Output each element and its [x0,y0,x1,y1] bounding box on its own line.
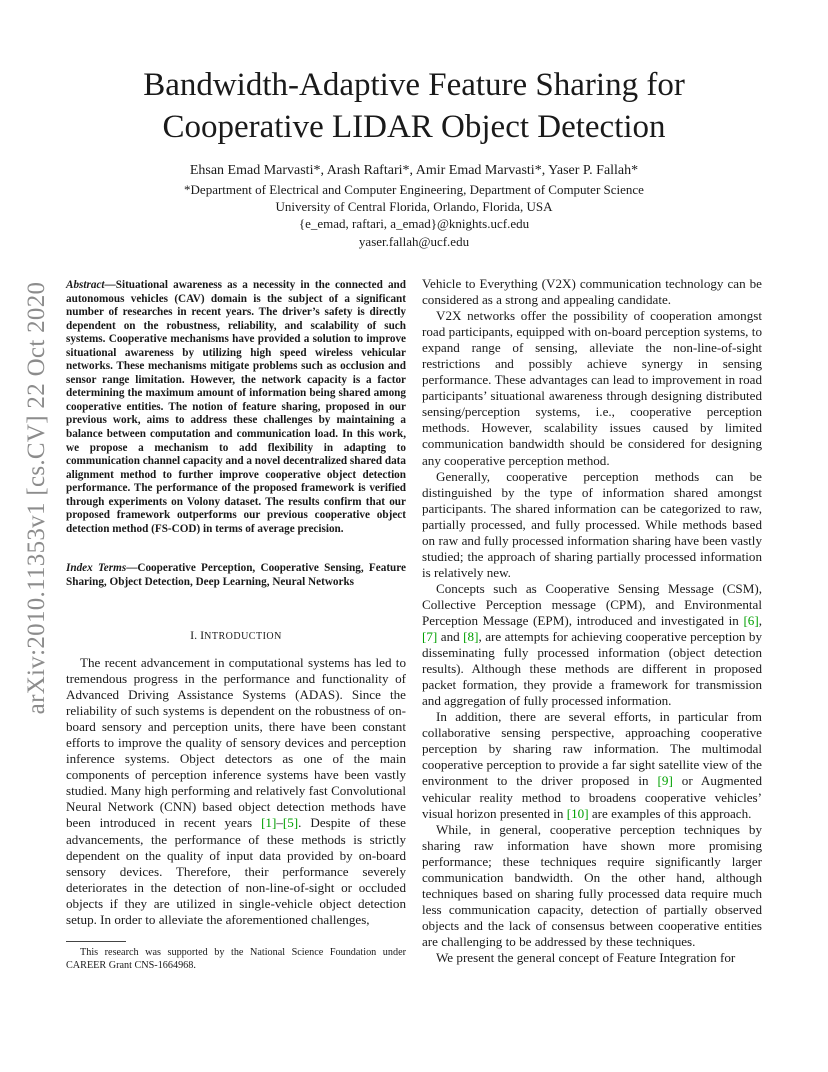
body-text: In addition, there are several efforts, in particular from collaborative sensing perspective, approaching cooperative perception by sharing raw information. The multimodal cooperative perception to provide a far sight satellite view of the environment to the driver proposed in [422,709,762,789]
email-line: {e_emad, raftari, a_emad}@knights.ucf.edu [298,216,530,232]
intro-paragraph [66,655,406,928]
citation-link[interactable]: [8] [463,629,479,645]
citation-link[interactable]: [7] [422,629,438,645]
body-text: and [437,629,464,645]
body-paragraph: Vehicle to Everything (V2X) communication technology can be considered as a strong and appealing candidate. [422,276,762,308]
arxiv-identifier: arXiv:2010.11353v1 [cs.CV] 22 Oct 2020 [23,281,50,715]
abstract-text: Situational awareness as a necessity in the connected and autonomous vehicles (CAV) domain is the subject of a significant number of researches in recent years. The driver’s safety is directly dependent on the robustness, reliability, and scalability of such systems. Cooperative mechanisms have provided a solution to improve situational awareness by utilizing high speed wireless vehicular networks. These mechanisms mitigate problems such as occlusion and sensor range limitation. However, the network capacity is a factor determining the maximum amount of information being shared among cooperative entities. The notion of feature sharing, proposed in our previous work, aims to address these challenges by maintaining a balance between computation and communication load. In this work, we propose a mechanism to add flexibility in adapting to communication channel capacity and a novel decentralized shared data alignment method to further improve cooperative object detection performance. The performance of the proposed framework is verified through experiments on Volony dataset. The results confirm that our proposed framework outperforms our previous cooperative object detection method (FS-COD) in terms of average precision. [66,279,406,535]
section-number: I. I [190,628,205,642]
abstract-dash: — [104,279,116,291]
index-terms-dash: — [126,562,138,574]
citation-link[interactable]: [6] [743,612,759,628]
body-paragraph [422,581,762,709]
abstract-label: Abstract [66,279,105,291]
citation-link[interactable]: [5] [282,815,299,831]
citation-range-dash: – [276,815,283,831]
body-text: Concepts such as Cooperative Sensing Message (CSM), Collective Perception message (CPM), and Environmental Perception Message (EPM), introduced and investigated in [422,580,762,628]
body-paragraph: We present the general concept of Feature Integration for [436,949,736,965]
introduction-body [66,655,406,928]
arxiv-sidebar [22,258,52,738]
index-terms [66,562,406,589]
intro-text-b: . Despite of these advancements, the performance of these methods is strictly dependent on the quality of input data provided by on-board sensory devices. Therefore, their performance severely deteriorates in the detection of non-line-of-sight or occluded objects if they are utilized in single-vehicle object detection setup. In order to alleviate the aforementioned challenges, [66,815,406,927]
right-column [422,276,762,966]
index-terms-label: Index Terms [66,562,127,574]
body-paragraph [422,709,762,821]
body-text: , are attempts for achieving cooperative perception by disseminating fully processed information (object detection results). Although these methods are different in proposed packet formation, they provide a framework for transmission and aggregation of fully processed information. [422,629,763,709]
funding-footnote [66,947,406,972]
intro-text-a: The recent advancement in computational systems has led to tremendous progress in the performance and functionality of Advanced Driving Assistance Systems (ADAS). Since the reliability of such systems is dependent on the robustness of on-board sensory and perception units, there have been constant efforts to improve the quality of sensory devices and perception inference systems. Object detectors as one of the main components of perception inference systems have been vastly studied. Many high performing and relatively fast Convolutional Neural Network (CNN) based object detection methods have been introduced in recent years [66,655,406,831]
body-paragraph: While, in general, cooperative perception techniques by sharing raw information have shown more promising performance; these techniques require significantly larger communication bandwidth. On the other hand, although techniques based on sharing fully processed data require much less communication capacity, detection of partially observed objects and the lack of consensus between cooperative entities are challenging to be addressed by these techniques. [422,821,762,949]
citation-link[interactable]: [9] [657,773,673,789]
citation-link[interactable]: [1] [261,815,277,831]
title-line-2: Cooperative LIDAR Object Detection [162,109,666,145]
citation-link[interactable]: [10] [566,805,589,821]
footnote-text: This research was supported by the National Science Foundation under CAREER Grant CNS-1664968. [66,947,406,971]
university-line: University of Central Florida, Orlando, Florida, USA [275,199,553,215]
department-line: *Department of Electrical and Computer Engineering, Department of Computer Science [184,182,644,197]
section-name: NTRODUCTION [204,631,282,642]
body-text: are examples of this approach. [588,805,752,821]
paper-title [80,64,748,148]
body-text: or Augmented vehicular reality method to broadens cooperative vehicles’ visual horizon presented in [422,773,762,821]
affiliation-block [60,181,768,250]
body-text: , [758,612,762,628]
body-paragraph: V2X networks offer the possibility of cooperation amongst road participants, equipped with on-board perception systems, to expand range of sensing, alleviate the non-line-of-sight restrictions and possibly achieve synergy in sensing performance. These advantages can lead to improvement in road participants’ situational awareness through designing distributed sensing/perception systems, i.e., cooperative perception methods. However, scalability issues caused by limited communication bandwidth should be considered for designing any cooperative perception method. [422,308,762,468]
author-list: Ehsan Emad Marvasti*, Arash Raftari*, Amir Emad Marvasti*, Yaser P. Fallah* [189,163,639,178]
title-line-1: Bandwidth-Adaptive Feature Sharing for [143,67,685,103]
email-line-2: yaser.fallah@ucf.edu [358,233,470,249]
section-heading-introduction [66,628,406,643]
abstract [66,279,406,536]
index-terms-text: Cooperative Perception, Cooperative Sensing, Feature Sharing, Object Detection, Deep Learning, Neural Networks [66,562,406,588]
body-paragraph: Generally, cooperative perception methods can be distinguished by the type of information shared amongst participants. The shared information can be categorized to raw, partially processed, and fully processed. While methods based on raw and fully processed information sharing have been vastly studied; the approach of sharing partially processed information is relatively new. [422,468,762,580]
footnote-divider [66,941,126,942]
